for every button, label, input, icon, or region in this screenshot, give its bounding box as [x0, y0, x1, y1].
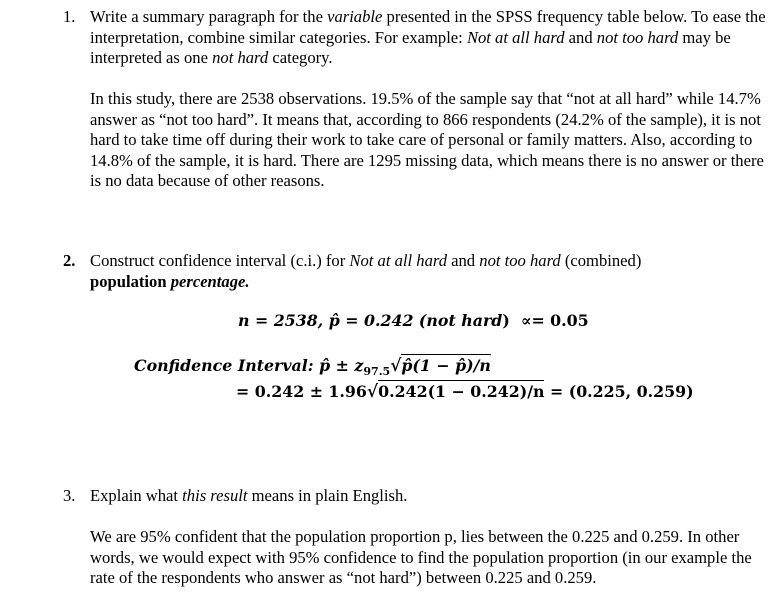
q1-prompt-text-4: category. — [268, 48, 333, 68]
q1-prompt — [90, 7, 770, 69]
q3-prompt-text-2: means in plain English. — [247, 486, 408, 505]
q2-prompt-text-2: (combined) — [560, 251, 642, 270]
q2-number: 2. — [63, 251, 76, 270]
math-alpha: ∝= 0.05 — [520, 311, 589, 330]
q2-prompt — [90, 251, 770, 292]
math-given-values — [238, 310, 589, 332]
q3-answer-text: We are 95% confident that the population proportion p, lies between the 0.225 and 0.259. In other words, we would expect with 95% confidence to find the population proportion (in our example the rate of the respondents who answer as “not hard”) between 0.225 and 0.259. — [90, 527, 752, 588]
q3-this-result: this result — [182, 486, 248, 505]
q2-prompt-text-1: Construct confidence interval (c.i.) for — [90, 251, 350, 270]
q1-category-c: not hard — [212, 48, 269, 68]
math-n-eq: n = 2538, — [238, 311, 329, 330]
math-ci-formula — [134, 355, 491, 383]
q1-answer-text: In this study, there are 2538 observations. 19.5% of the sample say that “not at all hard” while 14.7% answer as “not too hard”. It means that, according to 866 respondents (24.2% of the sample), it is not hard to take time off during their work to take care of personal or family matters. Also, according to 14.8% of the sample, it is hard. There are 1295 missing data, which means there is no answer or there is no data because of other reasons. — [90, 89, 764, 191]
math-not-hard: not hard — [426, 311, 503, 330]
math-line2-pre: = 0.242 ± 1.96 — [236, 382, 367, 401]
sqrt-symbol: √ — [390, 356, 402, 376]
q1-prompt-text-3: may be interpreted as one — [90, 27, 731, 68]
q2-category-a: Not at all hard — [349, 251, 447, 270]
math-close-paren: ) — [502, 311, 510, 330]
q1-and: and — [564, 27, 597, 47]
q3-prompt-text-1: Explain what — [90, 486, 183, 505]
sqrt-symbol-2: √ — [366, 382, 379, 402]
q1-prompt-text-2: presented in the SPSS frequency table below. To ease the interpretation, combine similar categories. For example: — [90, 7, 766, 47]
q1-prompt-text-1: Write a summary paragraph for the — [90, 7, 328, 26]
math-ci-radicand: p̂(1 − p̂)/n — [401, 356, 491, 375]
math-ci-label: Confidence Interval — [134, 356, 308, 375]
math-line2-result: = (0.225, 0.259) — [544, 382, 694, 401]
q3-prompt — [90, 486, 770, 507]
math-ci-pre: : p̂ ± z — [307, 356, 364, 375]
q1-category-a: Not at all hard — [466, 27, 565, 47]
q1-variable-term: variable — [327, 7, 383, 26]
q1-number: 1. — [63, 7, 76, 26]
math-ci-subscript: 97.5 — [363, 365, 391, 379]
math-line2-radicand: 0.242(1 − 0.242)/n — [378, 382, 545, 401]
q3-number: 3. — [63, 486, 76, 505]
math-phat-eq: p̂ = 0.242 ( — [328, 311, 427, 330]
q1-category-b: not too hard — [596, 27, 679, 47]
q2-population: population — [90, 271, 171, 291]
q1-answer — [90, 89, 770, 192]
q2-and: and — [447, 251, 480, 270]
math-ci-computation — [236, 381, 694, 403]
q2-category-b: not too hard — [479, 251, 561, 270]
q3-answer — [90, 527, 770, 589]
q2-percentage: percentage. — [170, 271, 250, 291]
